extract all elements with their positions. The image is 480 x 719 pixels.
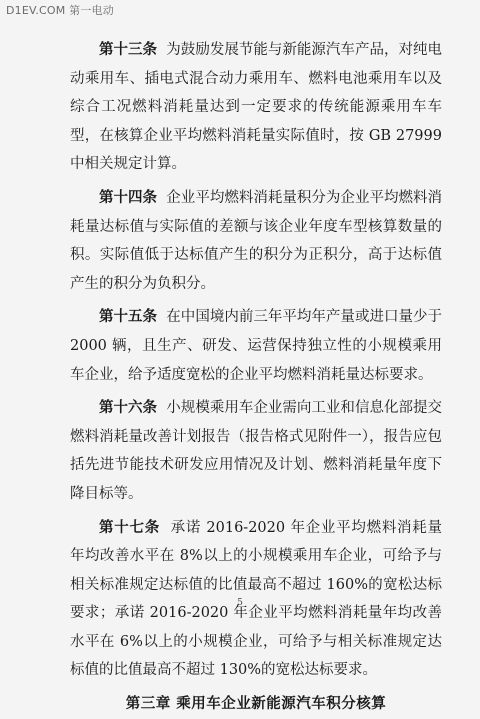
article-heading: 第十四条: [99, 188, 158, 206]
article-heading: 第十三条: [99, 41, 158, 58]
article-16: [70, 394, 442, 508]
article-heading: 第十七条: [99, 518, 160, 536]
article-heading: 第十五条: [99, 308, 158, 326]
article-14: [70, 184, 442, 298]
article-13: [70, 36, 442, 179]
article-text: 为鼓励发展节能与新能源汽车产品，对纯电动乘用车、插电式混合动力乘用车、燃料电池乘用车以及综合工况燃料消耗量达到一定要求的传统能源乘用车车型，在核算企业平均燃料消耗量实际值时，按 GB 27999 中相关规定计算。: [70, 42, 443, 173]
article-text: 企业平均燃料消耗量积分为企业平均燃料消耗量达标值与实际值的差额与该企业年度车型核算数量的积。实际值低于达标值产生的积分为正积分，高于达标值产生的积分为负积分。: [70, 189, 443, 292]
site-watermark: D1EV.COM 第一电动: [6, 4, 114, 17]
article-text: 小规模乘用车企业需向工业和信息化部提交燃料消耗量改善计划报告（报告格式见附件一），报告应包括先进节能技术研发应用情况及计划、燃料消耗量年度下降目标等。: [70, 400, 443, 502]
chapter-title: 第三章 乘用车企业新能源汽车积分核算: [125, 695, 387, 713]
article-text: 承诺 2016-2020 年企业平均燃料消耗量年均改善水平在 8%以上的小规模乘用车企业，可给予与相关标准规定达标值的比值最高不超过 160%的宽松达标要求；承诺 2016-2020 年企业平均燃料消耗量年均改善水平在 6%以上的小规模企业，可给予与相关标准规定达标值的比值最高不超过 130%的宽松达标要求。: [70, 519, 443, 679]
document-page: [70, 36, 442, 719]
article-text: 在中国境内前三年平均年产量或进口量少于 2000 辆，且生产、研发、运营保持独立性的小规模乘用车企业，给予适度宽松的企业平均燃料消耗量达标要求。: [70, 309, 443, 383]
page-number: 5: [237, 598, 243, 608]
article-heading: 第十六条: [99, 399, 158, 417]
article-15: [70, 303, 442, 389]
